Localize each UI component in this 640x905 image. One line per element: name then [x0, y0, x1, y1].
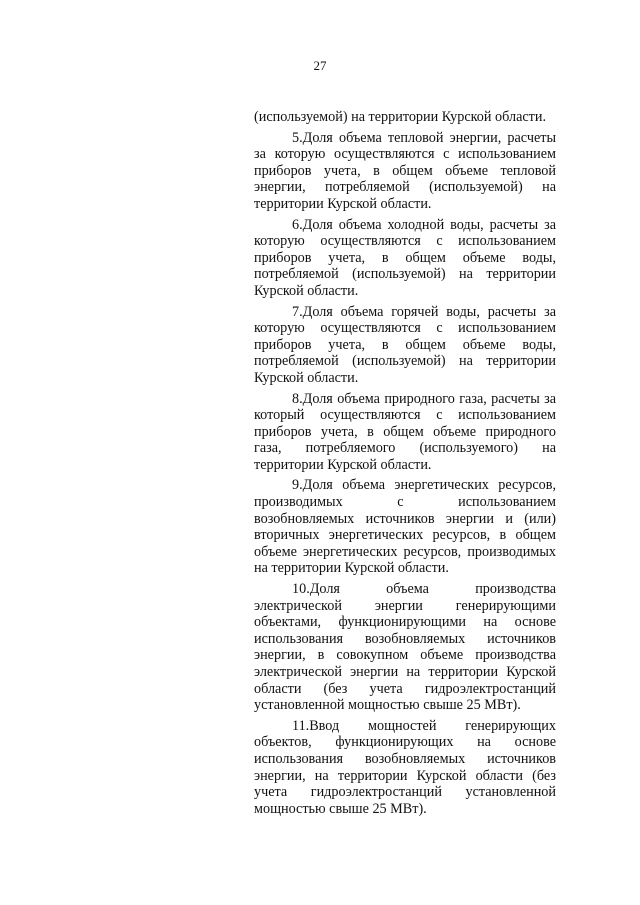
body-text [254, 109, 556, 821]
page-number: 27 [313, 58, 327, 73]
paragraph-item-8: 8.Доля объема природного газа, расчеты за который осуществляются с использованием приборов учета, в общем объеме природного газа, потребляемого (используемого) на территории Курской области. [254, 390, 556, 473]
paragraph-continuation: (используемой) на территории Курской области. [254, 109, 547, 125]
paragraph-item-10: 10.Доля объема производства электрической энергии генерирующими объектами, функционирующими на основе использования возобновляемых источников энергии, в совокупном объеме производства электрической энергии на территории Курской области (без учета гидроэлектростанций установленной мощностью свыше 25 МВт). [254, 581, 556, 714]
paragraph-item-9: 9.Доля объема энергетических ресурсов, производимых с использованием возобновляемых источников энергии и (или) вторичных энергетических ресурсов, в общем объеме энергетических ресурсов, производимых на территории Курской области. [254, 477, 556, 577]
paragraph-item-11: 11.Ввод мощностей генерирующих объектов, функционирующих на основе использования возобновляемых источников энергии, на территории Курской области (без учета гидроэлектростанций установленной мощностью свыше 25 МВт). [254, 717, 556, 817]
paragraph-item-7: 7.Доля объема горячей воды, расчеты за которую осуществляются с использованием приборов учета, в общем объеме воды, потребляемой (используемой) на территории Курской области. [254, 303, 556, 386]
paragraph-item-6: 6.Доля объема холодной воды, расчеты за которую осуществляются с использованием приборов учета, в общем объеме воды, потребляемой (используемой) на территории Курской области. [254, 216, 556, 299]
paragraph-item-5: 5.Доля объема тепловой энергии, расчеты за которую осуществляются с использованием приборов учета, в общем объеме тепловой энергии, потребляемой (используемой) на территории Курской области. [254, 129, 556, 212]
